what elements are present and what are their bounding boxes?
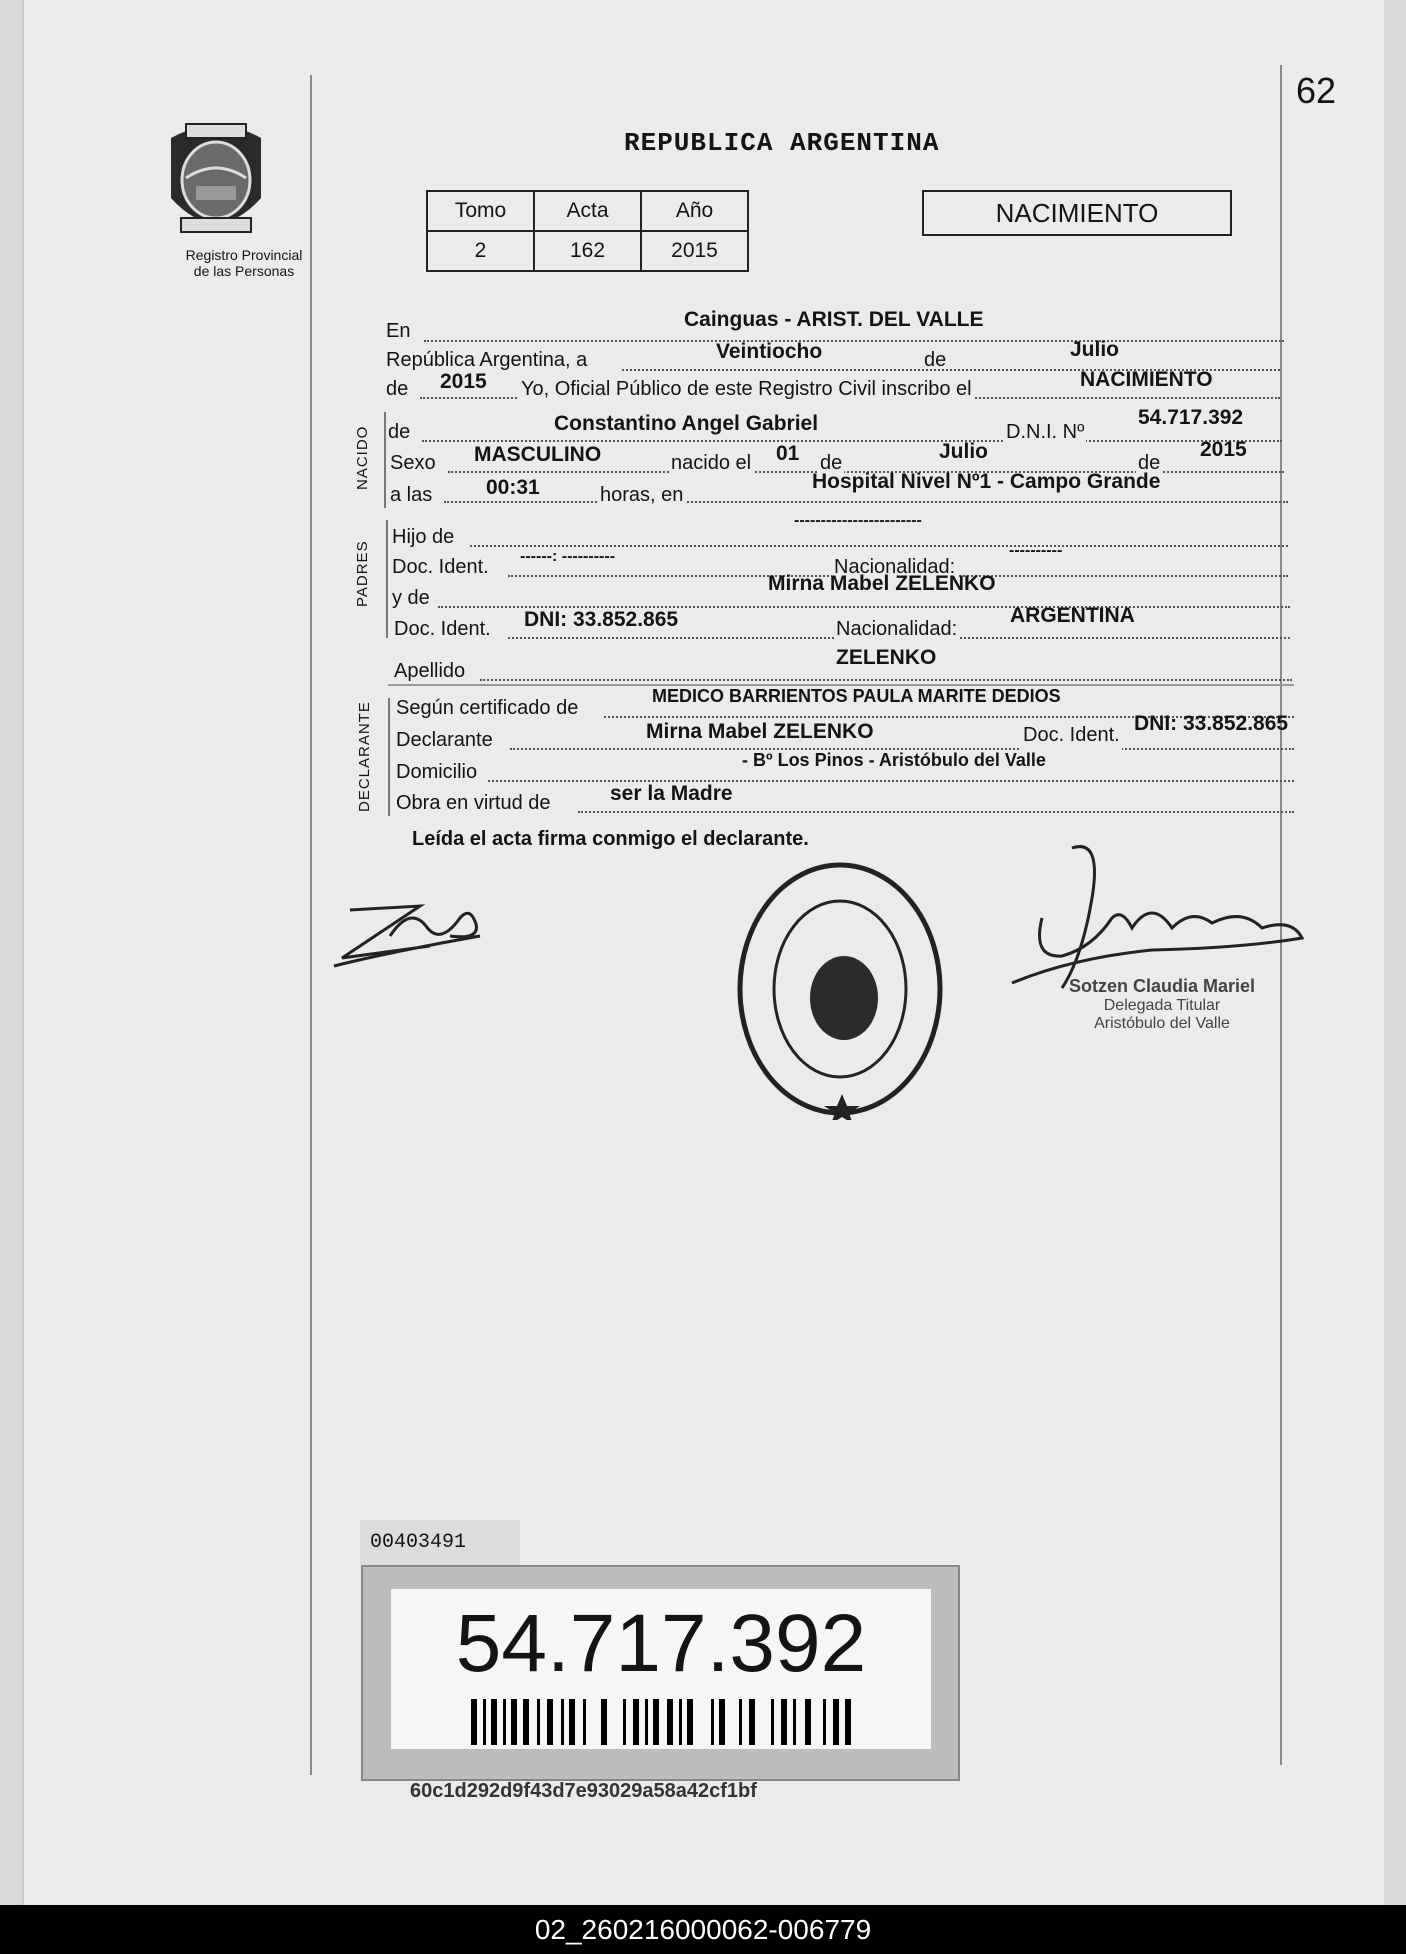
ano-header: Año [641,191,748,231]
acta-header: Acta [534,191,641,231]
surname: ZELENKO [836,646,937,669]
ano-value: 2015 [641,231,748,271]
dots-role [578,810,1294,813]
row-republica: República Argentina, a [386,349,588,371]
child-dni: 54.717.392 [1138,406,1244,429]
year: 2015 [440,370,487,393]
hours-label: horas, en [598,484,685,514]
row-mother-doc: Doc. Ident. [394,618,491,640]
record-type-box: NACIMIENTO [922,190,1232,236]
row-role: Obra en virtud de [396,792,551,814]
born-label: nacido el [669,452,753,482]
day-in-words: Veintiocho [716,340,823,363]
section-label-padres: PADRES [354,540,371,607]
section-bracket-declarante [388,698,390,816]
place-of-registration: Cainguas - ARIST. DEL VALLE [684,308,984,331]
birth-time: 00:31 [486,476,540,499]
declarant-role: ser la Madre [610,782,733,805]
dots-surname [480,678,1292,681]
row-year: de [386,378,409,400]
father-name: ------------------------ [794,512,922,529]
page-number: 62 [1295,70,1336,111]
dots-en [424,339,1284,342]
official-name: Sotzen Claudia Mariel [1068,976,1256,996]
section-bracket-padres [386,520,388,638]
official-title: Delegada Titular [1103,997,1221,1014]
born-month: Julio [939,440,989,463]
father-nationality-label: Nacionalidad: [832,556,957,586]
barcode-hash: 60c1d292d9f43d7e93029a58a42cf1bf [410,1780,757,1802]
dots-name [422,439,1282,442]
mother-doc: DNI: 33.852.865 [524,608,679,631]
row-mother: y de [392,587,430,609]
row-father: Hijo de [392,526,455,548]
closing-statement: Leída el acta firma conmigo el declarante. [412,828,809,850]
label-de-month: de [924,349,947,371]
born-de-2: de [1136,452,1162,482]
sex: MASCULINO [474,443,602,466]
acta-value: 162 [534,231,641,271]
dni-label: D.N.I. Nº [1004,421,1086,451]
section-label-declarante: DECLARANTE [356,701,373,812]
certificate-issuer: MEDICO BARRIENTOS PAULA MARITE DEDIOS [652,686,1061,706]
barcode-number: 54.717.392 [455,1598,867,1689]
official-stamp-text [1042,976,1282,1033]
document-page [22,0,1384,1905]
left-margin-line [310,75,312,1775]
dots-time [444,500,1288,503]
registry-label: Registro Provincial de las Personas [185,247,303,279]
declarant-name: Mirna Mabel ZELENKO [646,720,874,743]
province-seal-icon [156,118,276,242]
registrar-text: Yo, Oficial Público de este Registro Civil inscribo el [519,378,974,408]
inscribed-type: NACIMIENTO [1080,368,1213,391]
born-year: 2015 [1200,438,1247,461]
official-stamp-icon [734,858,946,1120]
row-en: En [386,320,411,342]
father-doc: ------: ---------- [520,548,616,565]
born-de-1: de [818,452,844,482]
tomo-value: 2 [427,231,534,271]
row-time: a las [390,484,433,506]
row-name: de [388,421,411,443]
document-title: REPUBLICA ARGENTINA [624,128,940,158]
father-nationality: ---------- [1009,542,1063,559]
row-certificate: Según certificado de [396,697,579,719]
barcode-bars-icon [471,1699,851,1745]
barcode-inner [391,1589,931,1749]
mother-nationality-label: Nacionalidad: [834,618,959,648]
row-address: Domicilio [396,761,478,783]
mother-name: Mirna Mabel ZELENKO [768,572,996,595]
barcode-label [361,1565,960,1781]
born-day: 01 [776,442,800,465]
row-declarant: Declarante [396,729,493,751]
declarant-signature-icon [330,896,500,972]
birth-place: Hospital Nivel Nº1 - Campo Grande [812,470,1161,493]
section-bracket-nacido [384,412,386,508]
mother-nationality: ARGENTINA [1010,604,1135,627]
declarant-doc-label: Doc. Ident. [1021,724,1122,754]
declarant-doc: DNI: 33.852.865 [1134,712,1289,735]
section-label-nacido: NACIDO [354,425,371,490]
dots-father [470,544,1288,547]
child-name: Constantino Angel Gabriel [554,412,819,435]
reference-table [426,190,749,272]
footer-file-id: 02_260216000062-006779 [0,1905,1406,1954]
row-sex: Sexo [390,452,436,474]
declarant-address: - Bº Los Pinos - Aristóbulo del Valle [742,750,1046,770]
dots-address [488,779,1294,782]
month: Julio [1070,338,1120,361]
row-father-doc: Doc. Ident. [392,556,489,578]
official-place: Aristóbulo del Valle [1094,1015,1230,1032]
tomo-header: Tomo [427,191,534,231]
serial-number: 00403491 [360,1520,520,1565]
row-surname: Apellido [394,660,466,682]
